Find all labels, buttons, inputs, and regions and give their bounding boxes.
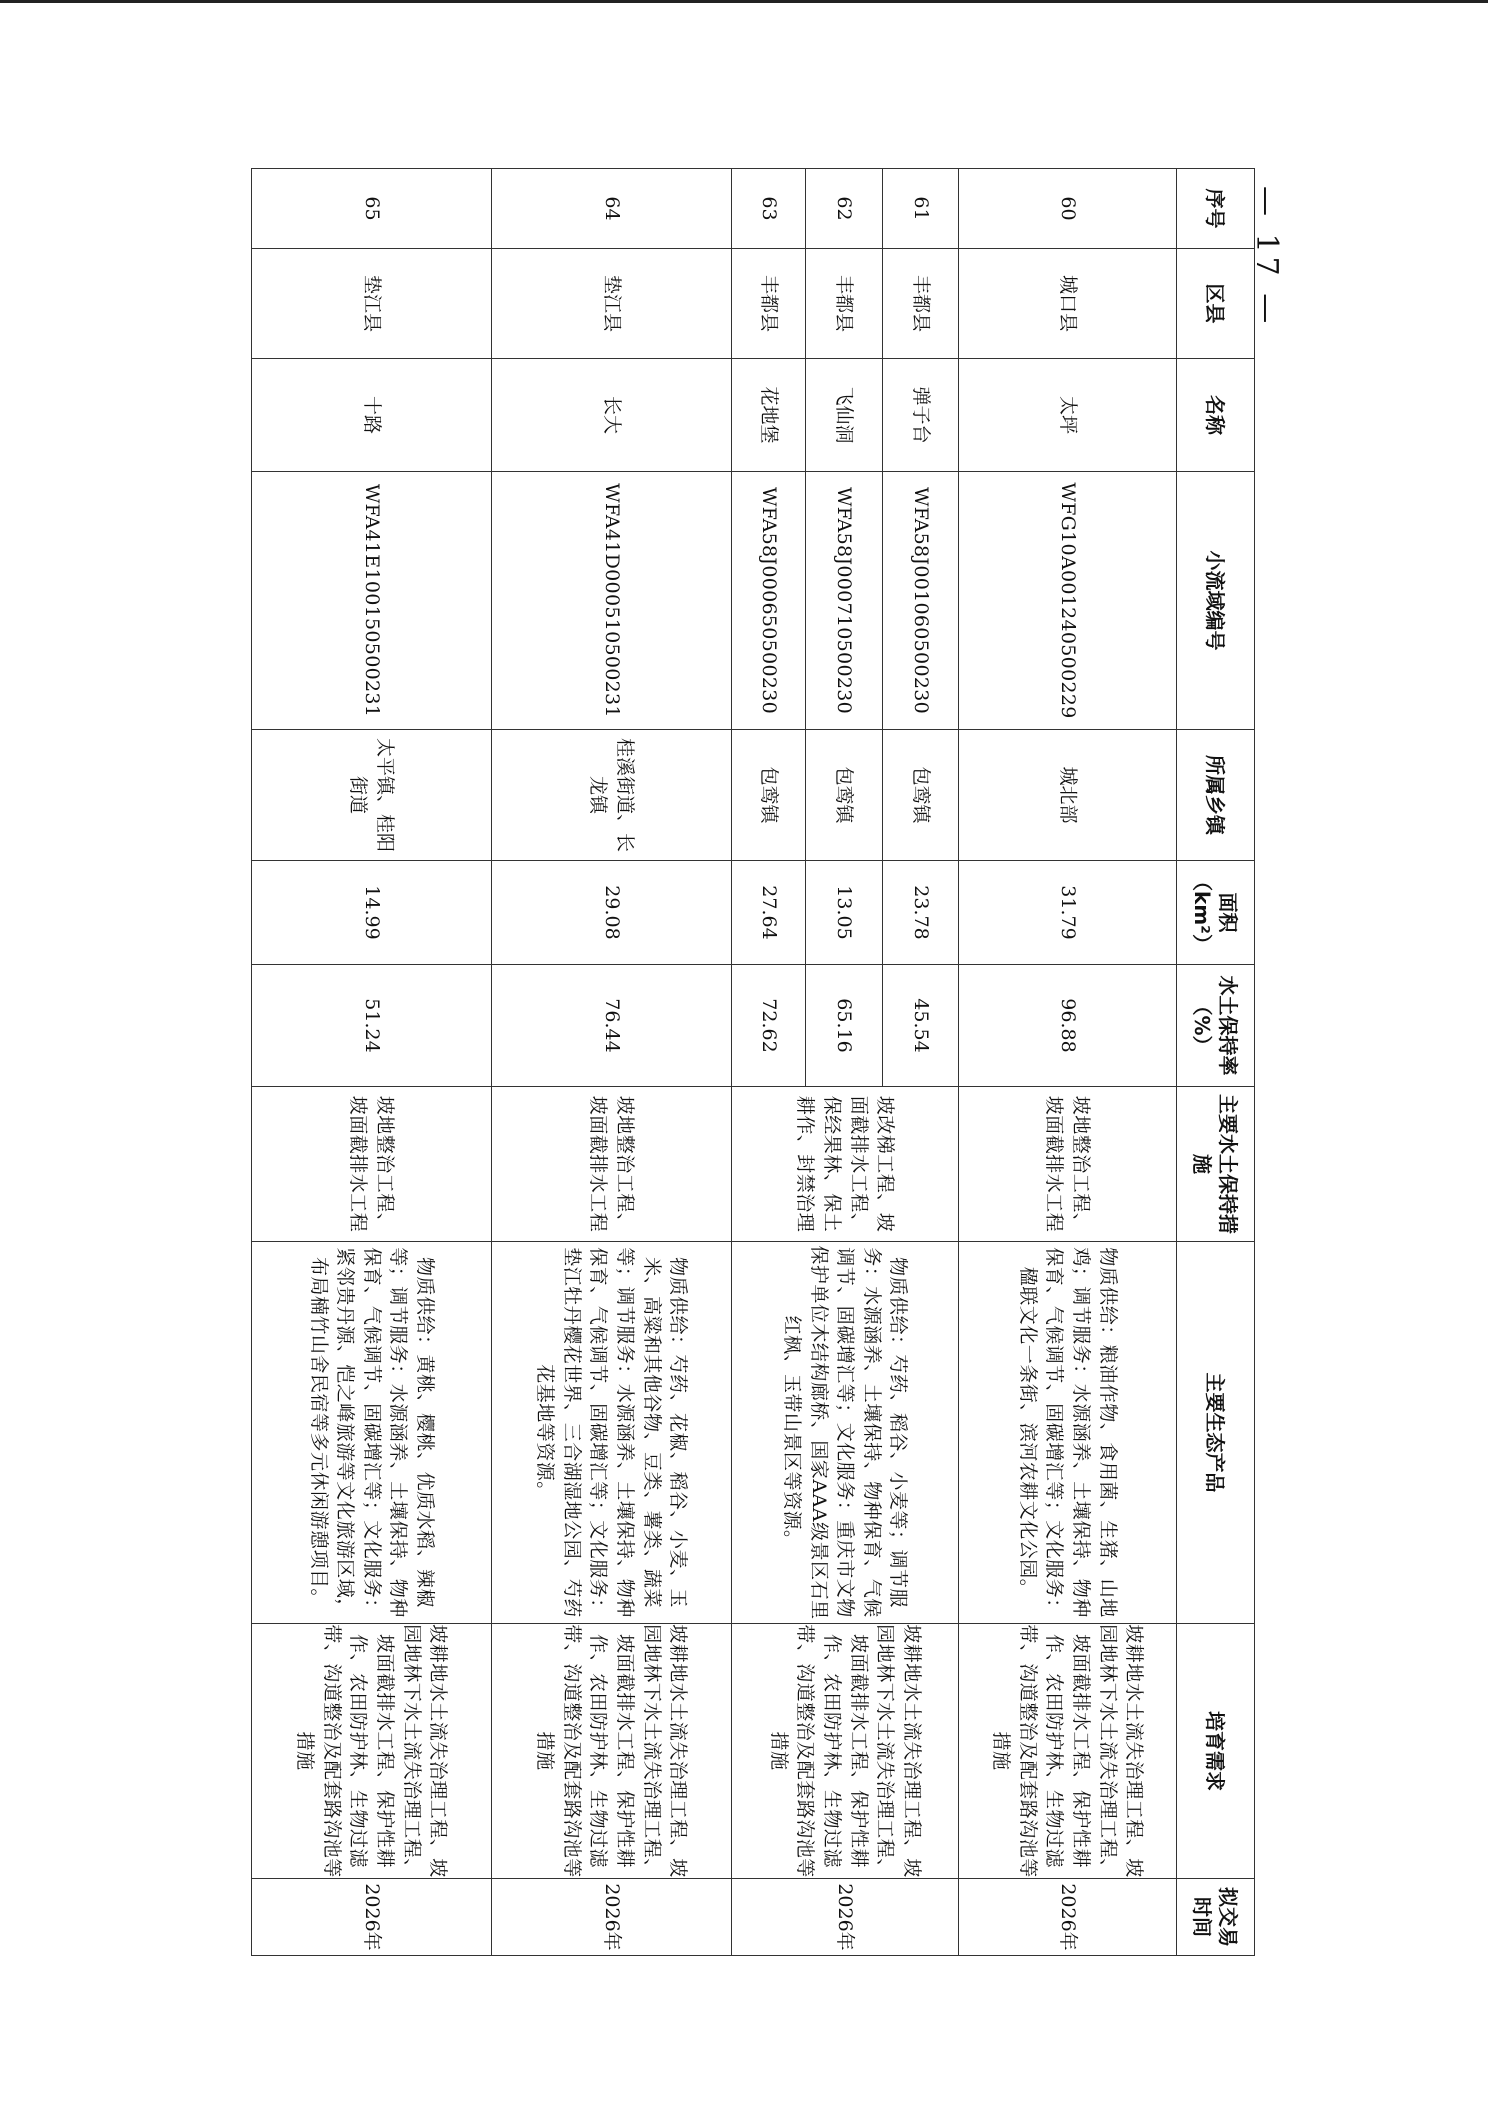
cell-products: 物质供给：粮油作物、食用菌、生猪、山地鸡；调节服务：水源涵养、土壤保持、物种保育、气候调节、固碳增汇等；文化服务：楹联文化一条街、滨河农耕文化公园。 (959, 1242, 1177, 1624)
header-code: 小流域编号 (1177, 472, 1255, 730)
header-measure: 主要水土保持措施 (1177, 1087, 1255, 1242)
cell-district: 丰都县 (732, 249, 806, 359)
cell-name: 花地堡 (732, 359, 806, 472)
cell-seq: 62 (806, 169, 883, 249)
cell-name: 太坪 (959, 359, 1177, 472)
cell-seq: 61 (883, 169, 959, 249)
table-row (883, 169, 959, 1956)
cell-area: 31.79 (959, 861, 1177, 965)
cell-rate: 96.88 (959, 965, 1177, 1087)
cell-area: 23.78 (883, 861, 959, 965)
cell-time: 2026年 (252, 1879, 492, 1956)
cell-area: 27.64 (732, 861, 806, 965)
header-needs: 培育需求 (1177, 1624, 1255, 1879)
cell-products: 物质供给：芍药、花椒、稻谷、小麦、玉米、高粱和其他谷物、豆类、薯类、蔬菜等；调节服务：水源涵养、土壤保持、物种保育、气候调节、固碳增汇等；文化服务：垫江牡丹樱花世界、三合湖湿地公园、芍药花基地等资源。 (492, 1242, 732, 1624)
cell-area: 13.05 (806, 861, 883, 965)
cell-town: 太平镇、桂阳街道 (252, 730, 492, 861)
cell-measure: 坡地整治工程、坡面截排水工程 (252, 1087, 492, 1242)
cell-needs: 坡耕地水土流失治理工程、坡园地林下水土流失治理工程、坡面截排水工程、保护性耕作、农田防护林、生物过滤带、沟道整治及配套路沟池等措施 (252, 1624, 492, 1879)
header-seq: 序号 (1177, 169, 1255, 249)
top-border (0, 0, 1488, 3)
cell-name: 十路 (252, 359, 492, 472)
header-rate: 水土保持率（%） (1177, 965, 1255, 1087)
header-district: 区县 (1177, 249, 1255, 359)
cell-rate: 65.16 (806, 965, 883, 1087)
cell-seq: 63 (732, 169, 806, 249)
cell-town: 包鸾镇 (883, 730, 959, 861)
cell-rate: 45.54 (883, 965, 959, 1087)
cell-code: WFA41E100150500231 (252, 472, 492, 730)
cell-town: 包鸾镇 (732, 730, 806, 861)
cell-town: 包鸾镇 (806, 730, 883, 861)
cell-measure: 坡地整治工程、坡面截排水工程 (492, 1087, 732, 1242)
cell-seq: 65 (252, 169, 492, 249)
header-time: 拟交易时间 (1177, 1879, 1255, 1956)
cell-code: WFA58J000710500230 (806, 472, 883, 730)
header-area: 面积（km²） (1177, 861, 1255, 965)
cell-products: 物质供给：黄桃、樱桃、优质水稻、辣椒等；调节服务：水源涵养、土壤保持、物种保育、气候调节、固碳增汇等；文化服务：紧邻贵丹源、恺之峰旅游等文化旅游区域，布局楠竹山舍民宿等多元休闲游憩项目。 (252, 1242, 492, 1624)
cell-needs: 坡耕地水土流失治理工程、坡园地林下水土流失治理工程、坡面截排水工程、保护性耕作、农田防护林、生物过滤带、沟道整治及配套路沟池等措施 (959, 1624, 1177, 1879)
cell-district: 丰都县 (806, 249, 883, 359)
header-town: 所属乡镇 (1177, 730, 1255, 861)
cell-code: WFA58J000650500230 (732, 472, 806, 730)
header-products: 主要生态产品 (1177, 1242, 1255, 1624)
cell-district: 丰都县 (883, 249, 959, 359)
cell-district: 垫江县 (252, 249, 492, 359)
cell-seq: 64 (492, 169, 732, 249)
cell-area: 29.08 (492, 861, 732, 965)
cell-code: WFA58J001060500230 (883, 472, 959, 730)
watershed-table (251, 168, 1255, 1956)
header-name: 名称 (1177, 359, 1255, 472)
cell-needs: 坡耕地水土流失治理工程、坡园地林下水土流失治理工程、坡面截排水工程、保护性耕作、农田防护林、生物过滤带、沟道整治及配套路沟池等措施 (492, 1624, 732, 1879)
cell-name: 飞仙洞 (806, 359, 883, 472)
cell-town: 城北部 (959, 730, 1177, 861)
cell-rate: 51.24 (252, 965, 492, 1087)
cell-name: 弹子台 (883, 359, 959, 472)
table-row (959, 169, 1177, 1956)
cell-code: WFG10A001240500229 (959, 472, 1177, 730)
cell-time: 2026年 (732, 1879, 959, 1956)
rotated-table-container (252, 168, 1255, 1955)
cell-district: 城口县 (959, 249, 1177, 359)
cell-name: 长大 (492, 359, 732, 472)
cell-area: 14.99 (252, 861, 492, 965)
cell-measure: 坡地整治工程、坡面截排水工程 (959, 1087, 1177, 1242)
cell-rate: 76.44 (492, 965, 732, 1087)
cell-time: 2026年 (959, 1879, 1177, 1956)
cell-measure: 坡改梯工程、坡面截排水工程、保经果林、保土耕作、封禁治理 (732, 1087, 959, 1242)
cell-town: 桂溪街道、长龙镇 (492, 730, 732, 861)
cell-code: WFA41D000510500231 (492, 472, 732, 730)
cell-seq: 60 (959, 169, 1177, 249)
cell-district: 垫江县 (492, 249, 732, 359)
cell-rate: 72.62 (732, 965, 806, 1087)
cell-needs: 坡耕地水土流失治理工程、坡园地林下水土流失治理工程、坡面截排水工程、保护性耕作、农田防护林、生物过滤带、沟道整治及配套路沟池等措施 (732, 1624, 959, 1879)
page-number: — 17 — (1249, 186, 1284, 328)
table-row (252, 169, 492, 1956)
header-row (1177, 169, 1255, 1956)
table-row (492, 169, 732, 1956)
cell-time: 2026年 (492, 1879, 732, 1956)
cell-products: 物质供给：芍药、稻谷、小麦等；调节服务：水源涵养、土壤保持、物种保育、气候调节、固碳增汇等；文化服务：重庆市文物保护单位木结构廊桥、国家AAA级景区石里红枫、玉带山景区等资源。 (732, 1242, 959, 1624)
